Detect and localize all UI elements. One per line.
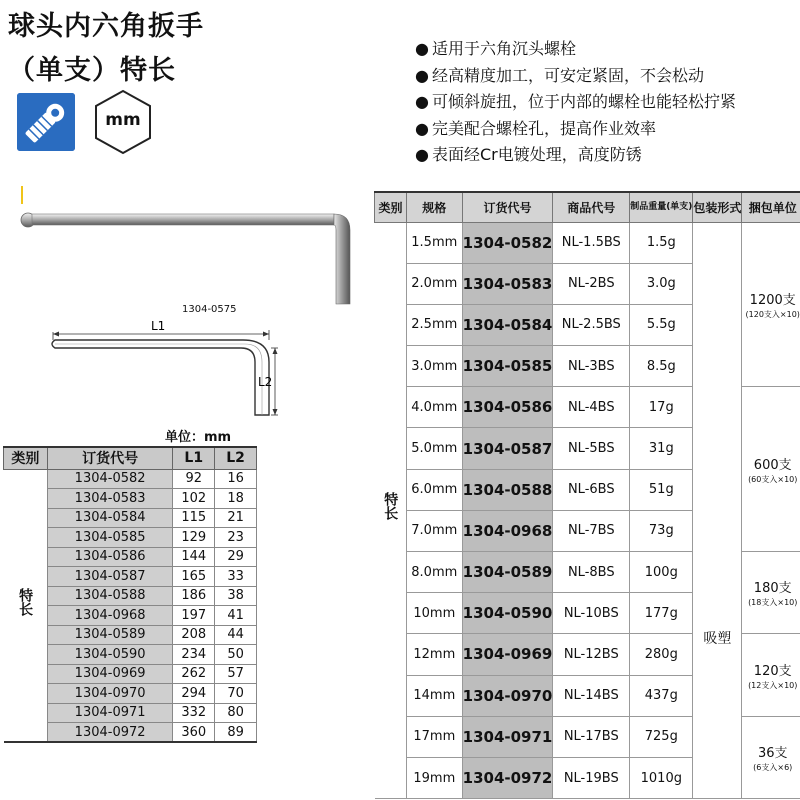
- order-code-cell: 1304-0585: [462, 346, 553, 387]
- col-packaging: 包装形式: [693, 192, 742, 222]
- col-weight: 制品重量(单支): [630, 192, 693, 222]
- l2-cell: 50: [215, 645, 257, 665]
- product-code-cell: NL-12BS: [553, 634, 630, 675]
- order-code-cell: 1304-0588: [47, 586, 172, 606]
- table-row: [4, 469, 257, 489]
- category-cell: [4, 469, 48, 742]
- order-code-cell: 1304-0584: [462, 304, 553, 345]
- order-code-cell: 1304-0582: [47, 469, 172, 489]
- l1-cell: 102: [173, 489, 215, 509]
- l2-cell: 80: [215, 703, 257, 723]
- feature-item: ● 可倾斜旋扭，位于内部的螺栓也能轻松拧紧: [415, 89, 736, 116]
- spec-cell: 2.5mm: [406, 304, 462, 345]
- unit-label: 单位：mm: [165, 430, 232, 445]
- spec-cell: 8.0mm: [406, 552, 462, 593]
- pack-unit-cell: [742, 222, 800, 387]
- product-code-cell: NL-1.5BS: [553, 222, 630, 263]
- pack-unit-cell: [742, 552, 800, 634]
- wrench-photo: [18, 200, 358, 310]
- spec-cell: 5.0mm: [406, 428, 462, 469]
- order-code-cell: 1304-0972: [462, 757, 553, 798]
- weight-cell: 280g: [630, 634, 693, 675]
- col-l2: L2: [215, 447, 257, 469]
- weight-cell: 1.5g: [630, 222, 693, 263]
- l2-cell: 89: [215, 723, 257, 743]
- l2-cell: 44: [215, 625, 257, 645]
- weight-cell: 8.5g: [630, 346, 693, 387]
- product-code-cell: NL-3BS: [553, 346, 630, 387]
- ball-end-wrench-icon: [17, 93, 75, 151]
- l1-cell: 165: [173, 567, 215, 587]
- spec-cell: 2.0mm: [406, 263, 462, 304]
- product-title: 球头内六角扳手: [8, 11, 204, 42]
- category-cell: [375, 222, 407, 799]
- feature-item: ● 完美配合螺栓孔，提高作业效率: [415, 116, 736, 143]
- mm-badge: [92, 89, 154, 155]
- weight-cell: 73g: [630, 510, 693, 551]
- col-order-code: 订货代号: [47, 447, 172, 469]
- l1-label: L1: [151, 319, 166, 333]
- l2-cell: 70: [215, 684, 257, 704]
- product-code-cell: NL-5BS: [553, 428, 630, 469]
- product-code-cell: NL-14BS: [553, 675, 630, 716]
- spec-cell: 7.0mm: [406, 510, 462, 551]
- order-code-cell: 1304-0586: [462, 387, 553, 428]
- order-code-cell: 1304-0583: [462, 263, 553, 304]
- col-category: 类别: [375, 192, 407, 222]
- pack-unit-total: 1200支: [749, 292, 796, 308]
- l1-cell: 262: [173, 664, 215, 684]
- l1-cell: 197: [173, 606, 215, 626]
- weight-cell: 5.5g: [630, 304, 693, 345]
- l1-cell: 234: [173, 645, 215, 665]
- order-code-cell: 1304-0584: [47, 508, 172, 528]
- spec-cell: 4.0mm: [406, 387, 462, 428]
- weight-cell: 31g: [630, 428, 693, 469]
- table-row: [375, 222, 800, 263]
- pack-unit-detail: (12支入×10): [748, 680, 798, 690]
- l1-cell: 360: [173, 723, 215, 743]
- l1-cell: 186: [173, 586, 215, 606]
- product-code-cell: NL-2.5BS: [553, 304, 630, 345]
- order-code-cell: 1304-0969: [462, 634, 553, 675]
- pack-unit-detail: (60支入×10): [748, 474, 798, 484]
- dimension-diagram: [45, 318, 280, 423]
- l1-cell: 208: [173, 625, 215, 645]
- order-code-cell: 1304-0582: [462, 222, 553, 263]
- product-subtitle: （单支）特长: [8, 55, 176, 86]
- order-code-cell: 1304-0589: [47, 625, 172, 645]
- col-l1: L1: [173, 447, 215, 469]
- spec-cell: 10mm: [406, 593, 462, 634]
- order-code-cell: 1304-0587: [47, 567, 172, 587]
- pack-unit-total: 600支: [753, 457, 792, 473]
- order-code-cell: 1304-0971: [462, 716, 553, 757]
- l2-cell: 41: [215, 606, 257, 626]
- weight-cell: 177g: [630, 593, 693, 634]
- l1-cell: 332: [173, 703, 215, 723]
- table-header-row: [375, 192, 800, 222]
- l1-cell: 115: [173, 508, 215, 528]
- product-code-cell: NL-8BS: [553, 552, 630, 593]
- order-code-cell: 1304-0970: [47, 684, 172, 704]
- product-code-cell: NL-2BS: [553, 263, 630, 304]
- order-code-cell: 1304-0589: [462, 552, 553, 593]
- l2-cell: 23: [215, 528, 257, 548]
- order-code-cell: 1304-0590: [462, 593, 553, 634]
- product-code-cell: NL-19BS: [553, 757, 630, 798]
- weight-cell: 437g: [630, 675, 693, 716]
- category-label: 特长: [382, 492, 399, 521]
- pack-unit-detail: (6支入×6): [753, 762, 793, 772]
- pack-unit-cell: [742, 716, 800, 798]
- order-code-cell: 1304-0586: [47, 547, 172, 567]
- l2-label: L2: [258, 375, 273, 389]
- order-code-cell: 1304-0585: [47, 528, 172, 548]
- pack-unit-detail: (120支入×10): [745, 309, 800, 319]
- l1-cell: 144: [173, 547, 215, 567]
- packaging-cell: 吸塑: [693, 222, 742, 799]
- col-product-code: 商品代号: [553, 192, 630, 222]
- order-code-cell: 1304-0970: [462, 675, 553, 716]
- diagram-code: 1304-0575: [182, 304, 237, 315]
- product-code-cell: NL-17BS: [553, 716, 630, 757]
- category-label: 特长: [17, 588, 34, 617]
- l1-cell: 92: [173, 469, 215, 489]
- order-code-cell: 1304-0583: [47, 489, 172, 509]
- l2-cell: 33: [215, 567, 257, 587]
- spec-cell: 3.0mm: [406, 346, 462, 387]
- weight-cell: 51g: [630, 469, 693, 510]
- pack-unit-detail: (18支入×10): [748, 598, 798, 608]
- weight-cell: 17g: [630, 387, 693, 428]
- order-code-cell: 1304-0972: [47, 723, 172, 743]
- product-spec-table: [374, 191, 800, 799]
- spec-cell: 19mm: [406, 757, 462, 798]
- l1-cell: 129: [173, 528, 215, 548]
- spec-cell: 17mm: [406, 716, 462, 757]
- col-order-code: 订货代号: [462, 192, 553, 222]
- col-category: 类别: [4, 447, 48, 469]
- col-pack-unit: 捆包单位: [742, 192, 800, 222]
- feature-item: ● 适用于六角沉头螺栓: [415, 36, 736, 63]
- weight-cell: 1010g: [630, 757, 693, 798]
- feature-item: ● 经高精度加工，可安定紧固，不会松动: [415, 63, 736, 90]
- pack-unit-cell: [742, 634, 800, 716]
- dimension-table: [3, 446, 257, 743]
- product-code-cell: NL-4BS: [553, 387, 630, 428]
- pack-unit-total: 120支: [753, 663, 792, 679]
- order-code-cell: 1304-0968: [47, 606, 172, 626]
- l2-cell: 38: [215, 586, 257, 606]
- order-code-cell: 1304-0968: [462, 510, 553, 551]
- l2-cell: 18: [215, 489, 257, 509]
- order-code-cell: 1304-0971: [47, 703, 172, 723]
- pack-unit-total: 36支: [757, 745, 788, 761]
- feature-item: ● 表面经Cr电镀处理，高度防锈: [415, 142, 736, 169]
- l1-cell: 294: [173, 684, 215, 704]
- spec-cell: 6.0mm: [406, 469, 462, 510]
- product-code-cell: NL-7BS: [553, 510, 630, 551]
- weight-cell: 725g: [630, 716, 693, 757]
- l2-cell: 16: [215, 469, 257, 489]
- table-header-row: [4, 447, 257, 469]
- weight-cell: 100g: [630, 552, 693, 593]
- weight-cell: 3.0g: [630, 263, 693, 304]
- order-code-cell: 1304-0588: [462, 469, 553, 510]
- mm-badge-label: mm: [105, 110, 141, 130]
- l2-cell: 57: [215, 664, 257, 684]
- pack-unit-total: 180支: [753, 581, 792, 597]
- spec-cell: 1.5mm: [406, 222, 462, 263]
- spec-cell: 14mm: [406, 675, 462, 716]
- order-code-cell: 1304-0590: [47, 645, 172, 665]
- spec-cell: 12mm: [406, 634, 462, 675]
- product-code-cell: NL-6BS: [553, 469, 630, 510]
- order-code-cell: 1304-0587: [462, 428, 553, 469]
- product-code-cell: NL-10BS: [553, 593, 630, 634]
- order-code-cell: 1304-0969: [47, 664, 172, 684]
- l2-cell: 29: [215, 547, 257, 567]
- col-spec: 规格: [406, 192, 462, 222]
- l2-cell: 21: [215, 508, 257, 528]
- feature-list: [415, 36, 736, 169]
- pack-unit-cell: [742, 387, 800, 552]
